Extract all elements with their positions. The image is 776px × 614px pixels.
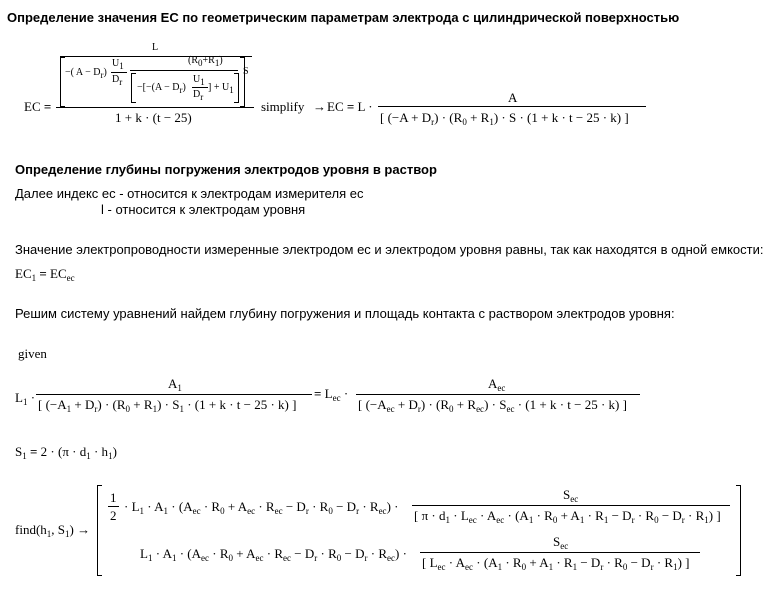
given-frac1 bbox=[36, 394, 312, 395]
frac-inner bbox=[192, 87, 208, 88]
ec-label: EC = bbox=[24, 99, 52, 114]
row1-sec: $S_{ec}$ bbox=[563, 487, 579, 504]
result-fraction-line bbox=[378, 106, 646, 107]
given-keyword: given bbox=[18, 346, 47, 361]
given-aec: $A_{ec}$ bbox=[488, 376, 506, 393]
result-lhs: EC = L · bbox=[327, 99, 373, 114]
half-line bbox=[108, 506, 119, 507]
given-a1: $A_1$ bbox=[168, 376, 182, 393]
inner-right-bracket bbox=[234, 73, 239, 103]
row2-sec: $S_{ec}$ bbox=[553, 534, 569, 551]
row1-expr: · $L_1 \cdot A_1 \cdot (A_{ec} \cdot R_0 + A_{ec} \cdot R_{ec} - D_r \cdot R_0 - D_r \cdot R_{ec})$ · bbox=[124, 499, 399, 516]
inner-expr: $-[-(A - D_r)$ bbox=[137, 82, 186, 95]
result-numerator: A bbox=[508, 90, 518, 105]
half-den: 2 bbox=[110, 508, 117, 523]
heading-ec-definition: Определение значения EC по геометрическим параметрам электрода с цилиндрической поверхностью bbox=[7, 10, 680, 25]
main-fraction-line bbox=[56, 107, 254, 108]
dr-label: $D_r$ bbox=[112, 74, 123, 87]
row2-den: [ $L_{ec} \cdot A_{ec} \cdot (A_1 \cdot R_0 + A_1 \cdot R_1 - D_r \cdot R_0 - D_r \cdot R_1)$ ] bbox=[422, 555, 690, 572]
row2-expr: $L_1 \cdot A_1 \cdot (A_{ec} \cdot R_0 + A_{ec} \cdot R_{ec} - D_r \cdot R_0 - D_r \cdot R_{ec})$ · bbox=[140, 546, 407, 563]
row2-frac bbox=[420, 552, 700, 553]
result-denominator: [ $(-A + D_r) \cdot (R_0 + R_1) \cdot S \cdot (1 + k \cdot t - 25 \cdot k)$ ] bbox=[380, 110, 629, 127]
row1-frac bbox=[412, 505, 730, 506]
r0-r1: $(R_0+R_1)$ bbox=[188, 55, 223, 68]
paragraph-l-index: l - относится к электродам уровня bbox=[101, 202, 306, 217]
s-factor: S bbox=[243, 66, 249, 77]
frac-r0r1 bbox=[130, 70, 238, 71]
inner-plus-u1: ] + $U_1$ bbox=[208, 82, 234, 95]
paragraph-solve: Решим систему уравнений найдем глубину погружения и площадь контакта с раствором электродов уровня: bbox=[15, 306, 675, 321]
find-call: $find(h_1$, $S_1$) → bbox=[15, 522, 91, 539]
arrow: → bbox=[313, 99, 326, 114]
inner-left-bracket bbox=[131, 73, 136, 103]
left-bracket bbox=[60, 57, 65, 107]
inner-u1: $U_1$ bbox=[193, 74, 205, 87]
given-frac2 bbox=[356, 394, 640, 395]
eq-s1: $S_1 = 2 \cdot (\pi \cdot d_1 \cdot h_1)$ bbox=[15, 444, 117, 461]
paragraph-conductivity: Значение электропроводности измеренные электродом ec и электродом уровня равны, так как находятся в одной емкости: bbox=[15, 242, 764, 257]
right-bracket bbox=[240, 57, 245, 107]
minus-a-dr: −( $A - D_r$) bbox=[65, 67, 107, 80]
row1-den: [ $\pi \cdot d_1 \cdot L_{ec} \cdot A_{ec} \cdot (A_1 \cdot R_0 + A_1 \cdot R_1 - D_r \cdot R_0 - D_r \cdot R_1)$ ] bbox=[414, 508, 721, 525]
frac-u1-dr bbox=[111, 72, 127, 73]
matrix-left-bracket bbox=[97, 485, 102, 576]
simplify-keyword: simplify bbox=[261, 99, 305, 114]
given-den1: [ $(-A_1 + D_r) \cdot (R_0 + R_1) \cdot S_1 \cdot (1 + k \cdot t - 25 \cdot k)$ ] bbox=[38, 397, 297, 414]
heading-depth: Определение глубины погружения электродов уровня в раствор bbox=[15, 162, 437, 177]
numerator-L: L bbox=[152, 42, 159, 53]
given-den2: [ $(-A_{ec} + D_r) \cdot (R_0 + R_{ec}) \cdot S_{ec} \cdot (1 + k \cdot t - 25 \cdot k)$ ] bbox=[358, 397, 627, 414]
given-l1: $L_1$ · bbox=[15, 390, 36, 407]
matrix-right-bracket bbox=[736, 485, 741, 576]
u1-label: $U_1$ bbox=[112, 58, 124, 71]
denominator: 1 + k · (t − 25) bbox=[115, 110, 192, 125]
eq-ec1-ecec: $EC_1 = EC_{ec}$ bbox=[15, 266, 75, 283]
given-eq: = $L_{ec}$ · bbox=[314, 386, 349, 403]
paragraph-ec-index: Далее индекс ec - относится к электродам измерителя ec bbox=[15, 186, 364, 201]
fraction-line-L bbox=[60, 56, 252, 57]
inner-dr: $D_r$ bbox=[193, 89, 204, 102]
half-num: 1 bbox=[110, 490, 117, 505]
